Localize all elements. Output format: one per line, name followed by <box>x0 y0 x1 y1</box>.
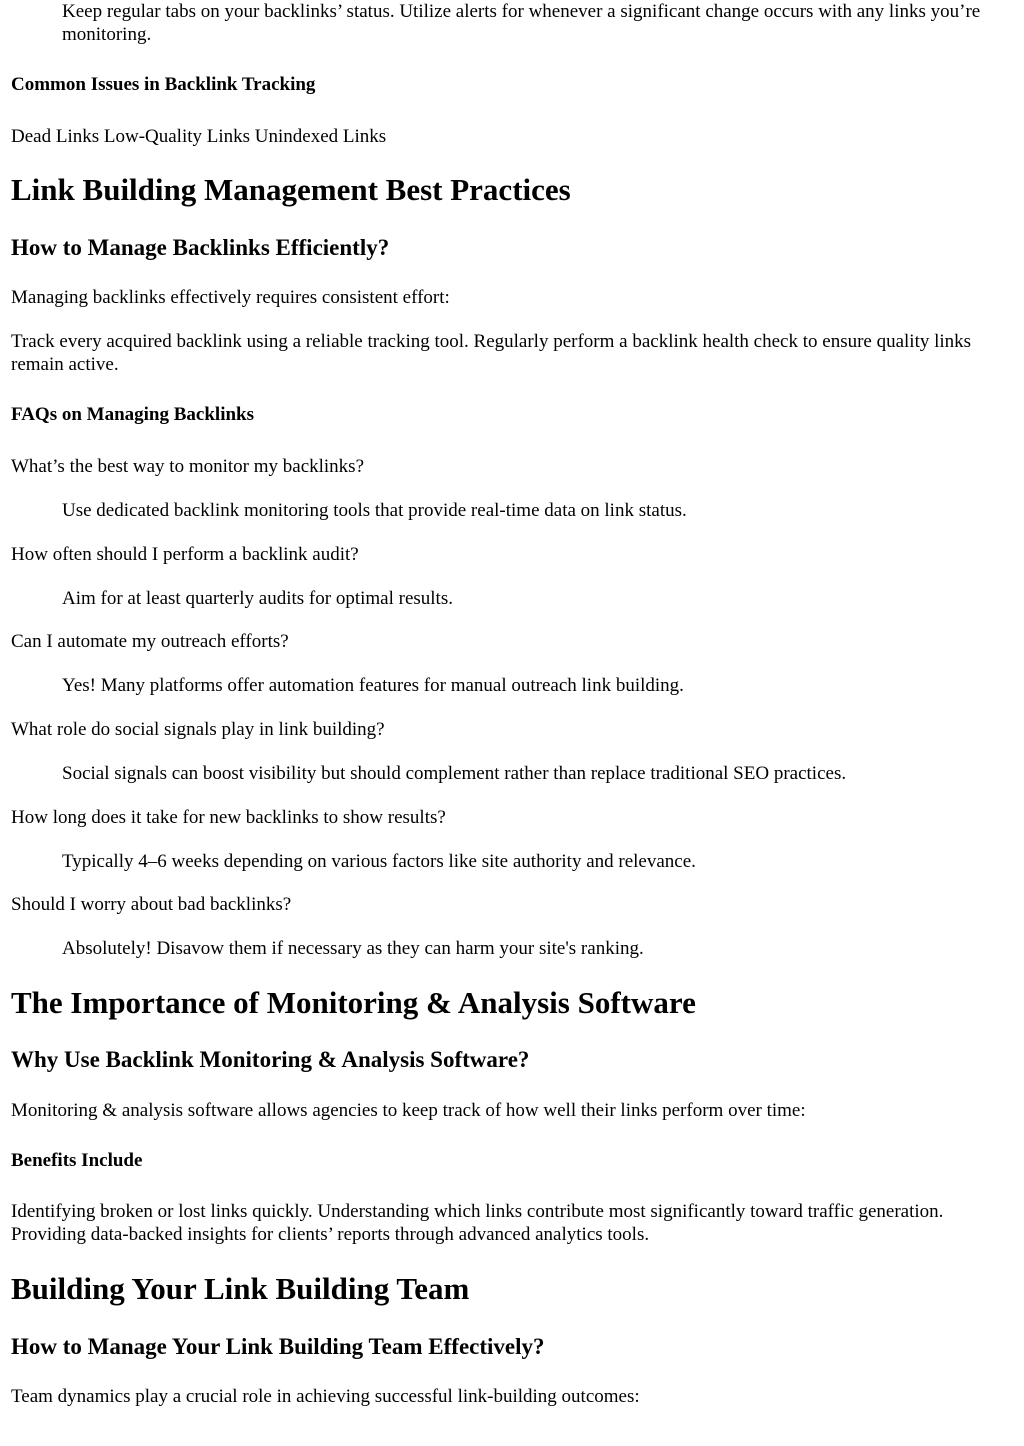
manage-backlinks-subheading: How to Manage Backlinks Efficiently? <box>11 235 390 260</box>
faq-answer: Yes! Many platforms offer automation features for manual outreach link building. <box>62 675 684 696</box>
manage-backlinks-intro: Managing backlinks effectively requires consistent effort: <box>11 287 450 308</box>
common-issues-list: Dead Links Low-Quality Links Unindexed Links <box>11 126 387 147</box>
faqs-heading: FAQs on Managing Backlinks <box>11 404 255 425</box>
faq-answer: Use dedicated backlink monitoring tools that provide real-time data on link status. <box>62 500 687 521</box>
faq-question: Can I automate my outreach efforts? <box>11 631 289 652</box>
monitoring-intro: Monitoring & analysis software allows agencies to keep track of how well their links perform over time: <box>11 1100 806 1121</box>
faq-question: Should I worry about bad backlinks? <box>11 894 292 915</box>
faq-answer: Typically 4–6 weeks depending on various factors like site authority and relevance. <box>62 851 696 872</box>
faq-answer: Social signals can boost visibility but should complement rather than replace traditional SEO practices. <box>62 763 847 784</box>
faq-question: What’s the best way to monitor my backlinks? <box>11 456 365 477</box>
best-practices-heading: Link Building Management Best Practices <box>11 172 571 207</box>
team-subheading: How to Manage Your Link Building Team Effectively? <box>11 1334 545 1359</box>
benefits-body: Identifying broken or lost links quickly. Understanding which links contribute most significantly toward traffic generation. Providing data-backed insights for clients’ reports through advanced analytics tools. <box>11 1201 944 1245</box>
faq-answer: Aim for at least quarterly audits for optimal results. <box>62 588 453 609</box>
monitoring-subheading: Why Use Backlink Monitoring & Analysis Software? <box>11 1047 530 1072</box>
faq-question: How often should I perform a backlink audit? <box>11 544 359 565</box>
faq-question: How long does it take for new backlinks to show results? <box>11 807 446 828</box>
faq-answer: Absolutely! Disavow them if necessary as they can harm your site's ranking. <box>62 938 644 959</box>
intro-continuation-paragraph: Keep regular tabs on your backlinks’ status. Utilize alerts for whenever a significant change occurs with any links you’re monitoring. <box>62 1 981 45</box>
team-heading: Building Your Link Building Team <box>11 1271 470 1306</box>
faq-question: What role do social signals play in link building? <box>11 719 385 740</box>
team-intro: Team dynamics play a crucial role in achieving successful link-building outcomes: <box>11 1386 640 1407</box>
common-issues-heading: Common Issues in Backlink Tracking <box>11 74 316 95</box>
benefits-heading: Benefits Include <box>11 1150 143 1171</box>
monitoring-heading: The Importance of Monitoring & Analysis Software <box>11 985 696 1020</box>
manage-backlinks-body: Track every acquired backlink using a reliable tracking tool. Regularly perform a backlink health check to ensure quality links remain active. <box>11 331 972 375</box>
